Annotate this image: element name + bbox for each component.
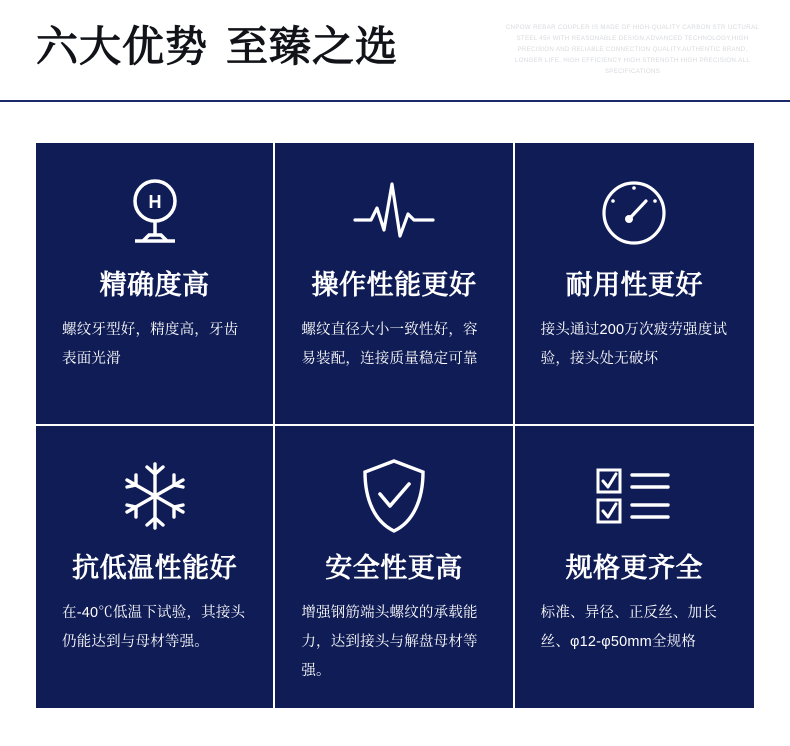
feature-title: 操作性能更好 <box>311 270 477 300</box>
feature-card-safety[interactable] <box>275 426 514 709</box>
feature-desc: 螺纹牙型好，精度高，牙齿表面光滑 <box>62 322 239 367</box>
feature-card-operability[interactable] <box>275 143 514 426</box>
feature-grid <box>36 143 754 708</box>
feature-desc: 接头通过200万次疲劳强度试验，接头处无破坏 <box>540 322 728 367</box>
snowflake-icon <box>62 448 247 544</box>
page-header <box>0 0 790 108</box>
page-title-part1: 六大优势 <box>36 23 209 70</box>
checklist-icon <box>541 448 728 544</box>
feature-title: 耐用性更好 <box>565 270 704 300</box>
speedometer-gauge-icon <box>541 165 728 261</box>
shield-check-icon <box>301 448 486 544</box>
feature-card-specifications[interactable] <box>515 426 754 709</box>
english-description: CNPOW REBAR COUPLER IS MADE OF HIGH-QUALITY CARBON STR UCTURAL STEEL 45# WITH REASONABLE DESIGN,ADVANCED TECHNOLOGY,HIGH PRECISION AND RELIABLE CONNECTION QUALITY.AUTHENTIC BRAND, LONGER LIFE, HIGH EFFICIENCY HIGH STRENGTH HIGH PRECISION.ALL SPECIFICATIONS <box>505 24 760 75</box>
feature-desc: 增强钢筋端头螺纹的承载能力，达到接头与解盘母材等强。 <box>301 604 478 679</box>
heartbeat-pulse-icon <box>301 165 486 261</box>
svg-text:H: H <box>148 192 162 212</box>
feature-title: 抗低温性能好 <box>72 552 238 583</box>
feature-desc: 螺纹直径大小一致性好，容易装配，连接质量稳定可靠 <box>301 322 478 367</box>
feature-card-low-temperature[interactable] <box>36 426 275 709</box>
feature-title: 安全性更高 <box>325 552 463 583</box>
feature-title: 规格更齐全 <box>565 552 704 583</box>
page-title <box>36 14 398 74</box>
feature-card-precision[interactable] <box>36 143 275 426</box>
helipad-marker-icon <box>62 165 247 261</box>
feature-card-durability[interactable] <box>515 143 754 426</box>
page-title-part2: 至臻之选 <box>226 23 399 70</box>
feature-desc: 标准、异径、正反丝、加长丝、φ12-φ50mm全规格 <box>540 604 718 650</box>
feature-desc: 在-40℃低温下试验，其接头仍能达到与母材等强。 <box>62 604 246 650</box>
feature-title: 精确度高 <box>99 270 210 300</box>
header-divider <box>0 100 790 102</box>
